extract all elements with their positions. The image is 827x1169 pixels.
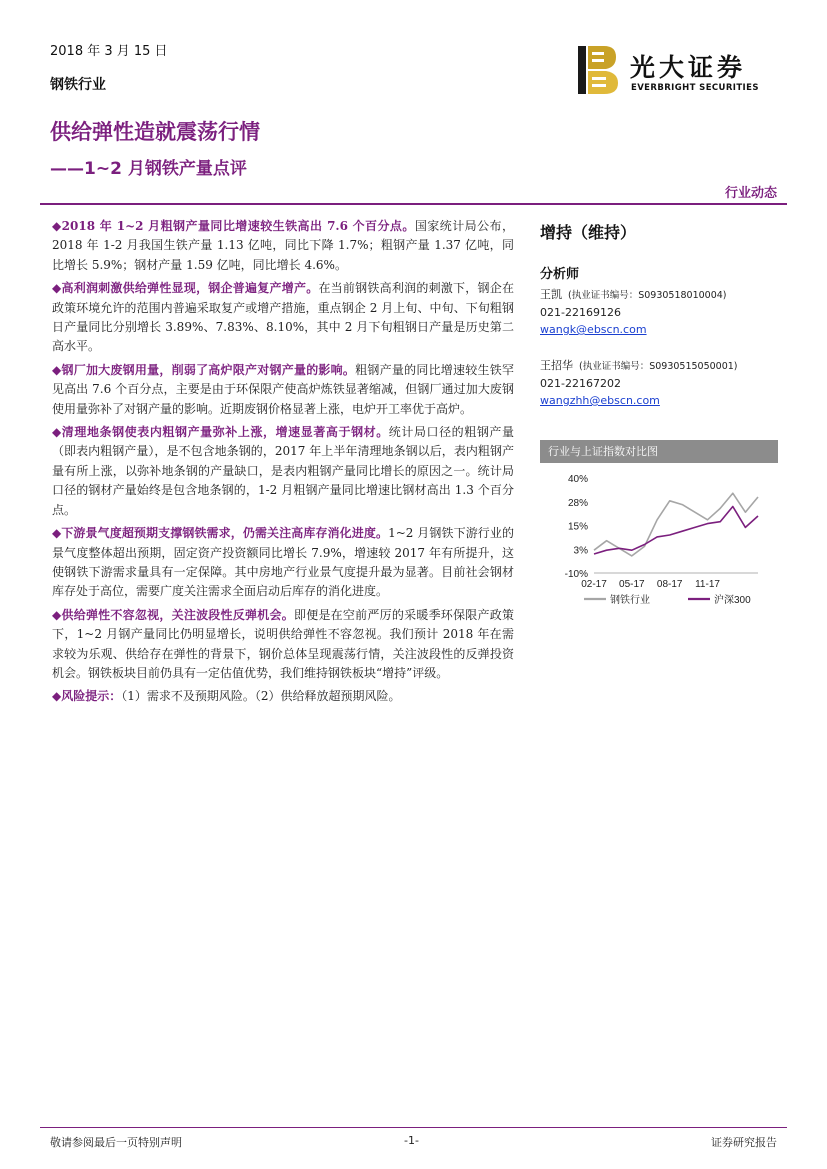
index-comparison-chart (540, 440, 778, 618)
analyst-name: 王招华 (540, 359, 573, 372)
series-line (594, 507, 758, 555)
paragraph (52, 687, 514, 706)
x-tick-label: 11-17 (695, 579, 720, 590)
paragraph-lead: ◆供给弹性不容忽视，关注波段性反弹机会。 (52, 607, 294, 622)
paragraph-lead: ◆风险提示： (52, 689, 122, 704)
x-tick-label: 08-17 (656, 579, 683, 590)
analyst-email-link[interactable]: wangzhh@ebscn.com (540, 394, 660, 407)
paragraph (52, 361, 514, 419)
analyst-email-link[interactable]: wangk@ebscn.com (540, 323, 647, 336)
chart-title: 行业与上证指数对比图 (540, 440, 778, 463)
paragraph-body: 统计局口径的粗钢产量（即表内粗钢产量），是不包含地条钢的，2017 年上半年清理地条钢以后，表内粗钢产量有所上涨，以弥补地条钢的产量缺口，是表内粗钢产量同比增长的原因之一。统计局口径的钢材产量始终是包含地条钢的，1-2 月粗钢产量同比增速比钢材高出 1.3 个百分点。 (52, 425, 514, 517)
paragraph-body: 国家统计局公布，2018 年 1-2 月我国生铁产量 1.13 亿吨，同比下降 1.7%；粗钢产量 1.37 亿吨，同比增长 5.9%；钢材产量 1.59 亿吨，同比增长 4.6%。 (52, 219, 514, 272)
everbright-logo-icon (578, 46, 618, 94)
x-tick-label: 05-17 (619, 579, 645, 590)
analyst-card (540, 286, 778, 338)
logo-english-name: EVERBRIGHT SECURITIES (631, 83, 759, 93)
paragraph (52, 279, 514, 357)
paragraph-body: 在当前钢铁高利润的刺激下，钢企在政策环境允许的范围内普遍采取复产或增产措施，重点钢企 2 月上旬、中旬、下旬粗钢日产量同比分别增长 3.89%、7.83%、8.10%，其中 2 月下旬粗钢日产量是历史第二高水平。 (52, 281, 514, 354)
paragraph-lead: ◆钢厂加大废钢用量，削弱了高炉限产对钢产量的影响。 (52, 362, 356, 377)
series-line (594, 493, 758, 556)
analyst-heading: 分析师 (540, 267, 580, 282)
analyst-name: 王凯 (540, 288, 562, 301)
paragraph-lead: ◆高利润刺激供给弹性显现，钢企普遍复产增产。 (52, 281, 319, 296)
line-chart (540, 463, 778, 618)
legend-label: 钢铁行业 (610, 595, 650, 606)
report-body (52, 217, 514, 711)
x-tick-label: 02-17 (581, 579, 607, 590)
y-tick-label: -10% (564, 569, 588, 580)
analyst-phone: 021-22167202 (540, 377, 621, 390)
y-tick-label: 15% (567, 521, 588, 533)
paragraph-body: （1）需求不及预期风险。（2）供给释放超预期风险。 (121, 689, 401, 704)
report-date: 2018 年 3 月 15 日 (50, 44, 168, 59)
paragraph (52, 524, 514, 602)
footer-divider (40, 1127, 787, 1128)
y-tick-label: 3% (573, 545, 588, 557)
paragraph-body: 1~2 月钢铁下游行业的景气度整体超出预期，固定资产投资额同比增长 7.9%，增速较 2017 年有所提升，这使钢铁下游需求量具有一定保障。其中房地产行业景气度提升最为显著。目前社会钢材库存处于高位，需要广度关注需求全面启动后库存的消化进度。 (52, 526, 515, 599)
analyst-cert: (执业证书编号：S0930518010004) (568, 290, 727, 301)
analyst-phone: 021-22169126 (540, 306, 621, 319)
paragraph-body: 即便是在空前严厉的采暖季环保限产政策下，1~2 月钢产量同比仍明显增长，说明供给弹性不容忽视。我们预计 2018 年在需求较为乐观、供给存在弹性的背景下，钢价总体呈现震荡行情，关注波段性的反弹投资机会。钢铁板块目前仍具有一定估值优势，我们维持钢铁板块“增持”评级。 (52, 607, 514, 680)
paragraph (52, 217, 514, 275)
paragraph-lead: ◆下游景气度超预期支撑钢铁需求，仍需关注高库存消化进度。 (52, 526, 389, 541)
paragraph (52, 423, 514, 520)
y-tick-label: 28% (567, 497, 588, 509)
analyst-card (540, 357, 778, 409)
paragraph (52, 606, 514, 684)
paragraph-lead: ◆清理地条钢使表内粗钢产量弥补上涨，增速显著高于钢材。 (52, 425, 389, 440)
header-divider (40, 203, 787, 205)
paragraph-lead: ◆2018 年 1~2 月粗钢产量同比增速较生铁高出 7.6 个百分点。 (52, 219, 415, 233)
report-subtitle: ——1~2 月钢铁产量点评 (50, 159, 247, 179)
paragraph-body: 粗钢产量的同比增速较生铁罕见高出 7.6 个百分点，主要是由于环保限产使高炉炼铁显著缩减，但钢厂通过加大废钢使用量弥补了对钢产量的影响。近期废钢价格显著上涨，电炉开工率优于高炉。 (52, 362, 514, 416)
analyst-cert: (执业证书编号：S0930515050001) (579, 361, 738, 372)
y-tick-label: 40% (567, 474, 588, 485)
footer-report-label: 证券研究报告 (711, 1136, 777, 1149)
footer-disclaimer: 敬请参阅最后一页特别声明 (50, 1136, 182, 1149)
sidebar (540, 220, 778, 409)
report-title: 供给弹性造就震荡行情 (50, 120, 260, 144)
rating: 增持（维持） (540, 223, 637, 242)
legend-label: 沪深300 (714, 595, 751, 606)
report-type: 行业动态 (724, 186, 777, 201)
logo-chinese-name: 光大证券 (630, 53, 747, 82)
company-logo (578, 46, 778, 98)
industry-label: 钢铁行业 (50, 77, 106, 93)
page-number: -1- (404, 1134, 419, 1147)
